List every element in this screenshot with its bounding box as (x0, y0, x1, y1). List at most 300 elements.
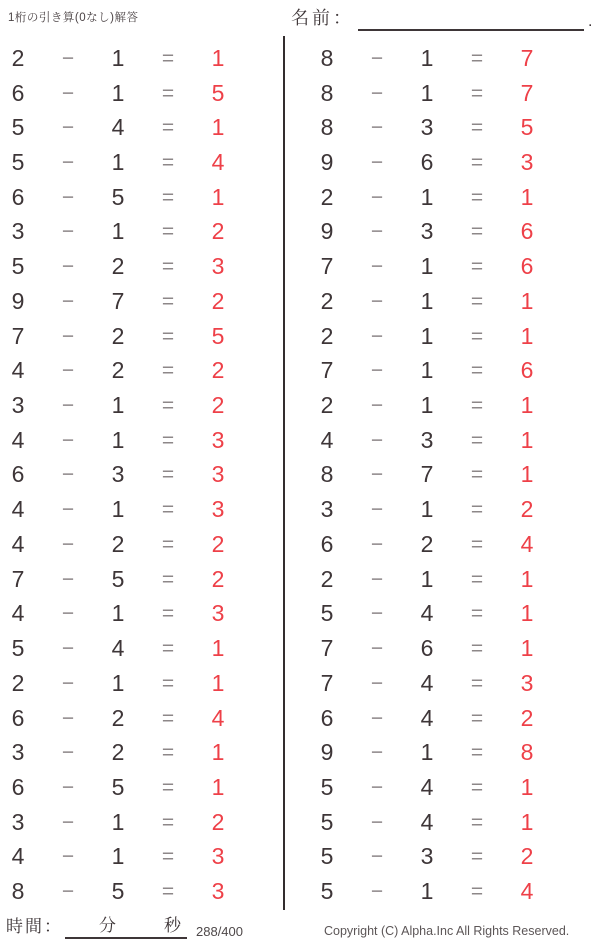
minuend: 8 (320, 79, 334, 106)
minus-icon: − (370, 359, 384, 383)
problem-row (0, 770, 243, 805)
subtrahend: 1 (420, 496, 434, 523)
minus-icon: − (370, 602, 384, 626)
minuend: 5 (11, 149, 25, 176)
minus-icon: − (370, 845, 384, 869)
answer: 1 (520, 392, 534, 419)
subtrahend: 1 (111, 600, 125, 627)
subtrahend: 1 (420, 392, 434, 419)
minuend: 8 (320, 44, 334, 71)
subtrahend: 1 (111, 808, 125, 835)
seconds-label: 秒 (164, 916, 181, 935)
equals-icon: = (161, 706, 175, 730)
subtrahend: 1 (420, 357, 434, 384)
equals-icon: = (161, 394, 175, 418)
minus-icon: − (61, 810, 75, 834)
answer: 1 (211, 114, 225, 141)
equals-icon: = (470, 671, 484, 695)
answer: 2 (211, 357, 225, 384)
problem-row (302, 249, 552, 284)
equals-icon: = (161, 671, 175, 695)
subtrahend: 4 (420, 808, 434, 835)
answer: 1 (211, 183, 225, 210)
subtrahend: 3 (420, 218, 434, 245)
minus-icon: − (370, 46, 384, 70)
problem-row (302, 840, 552, 875)
answer: 3 (211, 426, 225, 453)
minus-icon: − (370, 775, 384, 799)
answer: 1 (520, 322, 534, 349)
problem-row (0, 319, 243, 354)
minuend: 3 (11, 218, 25, 245)
minuend: 7 (320, 357, 334, 384)
answer: 2 (520, 704, 534, 731)
problem-row (302, 353, 552, 388)
page-title: 1桁の引き算(0なし)解答 (8, 12, 139, 24)
minuend: 2 (320, 287, 334, 314)
minus-icon: − (370, 637, 384, 661)
time-field (6, 911, 187, 939)
minus-icon: − (61, 845, 75, 869)
answer: 2 (211, 218, 225, 245)
minus-icon: − (370, 394, 384, 418)
equals-icon: = (161, 46, 175, 70)
answer: 1 (211, 44, 225, 71)
equals-icon: = (161, 498, 175, 522)
answer: 3 (211, 461, 225, 488)
equals-icon: = (470, 637, 484, 661)
equals-icon: = (161, 220, 175, 244)
subtrahend: 1 (420, 739, 434, 766)
minuend: 6 (320, 704, 334, 731)
equals-icon: = (470, 498, 484, 522)
answer: 3 (211, 878, 225, 905)
minuend: 9 (320, 218, 334, 245)
subtrahend: 4 (420, 600, 434, 627)
subtrahend: 1 (420, 565, 434, 592)
equals-icon: = (470, 46, 484, 70)
problem-row (0, 145, 243, 180)
equals-icon: = (161, 637, 175, 661)
answer: 4 (211, 149, 225, 176)
minus-icon: − (61, 428, 75, 452)
minutes-label: 分 (99, 916, 116, 935)
equals-icon: = (161, 359, 175, 383)
problem-row (302, 770, 552, 805)
problem-row (0, 666, 243, 701)
equals-icon: = (470, 289, 484, 313)
minuend: 6 (11, 773, 25, 800)
minus-icon: − (370, 289, 384, 313)
name-line-period: . (588, 13, 593, 30)
problem-row (302, 631, 552, 666)
equals-icon: = (470, 116, 484, 140)
minus-icon: − (370, 567, 384, 591)
minus-icon: − (370, 810, 384, 834)
equals-icon: = (161, 775, 175, 799)
minuend: 5 (320, 808, 334, 835)
subtrahend: 7 (111, 287, 125, 314)
answer: 7 (520, 79, 534, 106)
answer: 1 (520, 635, 534, 662)
minuend: 4 (11, 530, 25, 557)
minuend: 6 (11, 79, 25, 106)
subtrahend: 1 (111, 392, 125, 419)
subtrahend: 1 (420, 183, 434, 210)
answer: 2 (520, 496, 534, 523)
answer: 1 (520, 183, 534, 210)
equals-icon: = (161, 880, 175, 904)
answer: 2 (211, 530, 225, 557)
minuend: 6 (11, 183, 25, 210)
problem-row (302, 41, 552, 76)
minuend: 2 (320, 183, 334, 210)
minuend: 4 (11, 426, 25, 453)
answer: 1 (520, 287, 534, 314)
answer: 3 (520, 149, 534, 176)
answer: 3 (211, 253, 225, 280)
equals-icon: = (161, 116, 175, 140)
minuend: 5 (320, 878, 334, 905)
minuend: 5 (11, 253, 25, 280)
minuend: 3 (11, 392, 25, 419)
name-field (291, 4, 592, 31)
problem-row (302, 805, 552, 840)
equals-icon: = (470, 81, 484, 105)
problem-row (0, 180, 243, 215)
minuend: 7 (320, 635, 334, 662)
minuend: 9 (320, 149, 334, 176)
equals-icon: = (161, 428, 175, 452)
minus-icon: − (370, 706, 384, 730)
answer: 1 (520, 808, 534, 835)
minuend: 8 (11, 878, 25, 905)
minus-icon: − (61, 394, 75, 418)
problem-row (0, 805, 243, 840)
problem-row (0, 353, 243, 388)
answer: 4 (520, 878, 534, 905)
problem-row (0, 388, 243, 423)
problem-row (0, 284, 243, 319)
minuend: 7 (11, 565, 25, 592)
subtrahend: 5 (111, 183, 125, 210)
subtrahend: 1 (111, 149, 125, 176)
subtrahend: 1 (111, 496, 125, 523)
problem-row (0, 840, 243, 875)
problem-row (302, 701, 552, 736)
minuend: 7 (320, 669, 334, 696)
minus-icon: − (370, 81, 384, 105)
copyright-notice: Copyright (C) Alpha.Inc All Rights Reserved. (324, 924, 570, 938)
minus-icon: − (370, 255, 384, 279)
equals-icon: = (470, 567, 484, 591)
subtrahend: 1 (111, 669, 125, 696)
problem-row (0, 735, 243, 770)
problem-row (0, 215, 243, 250)
problem-row (302, 527, 552, 562)
subtrahend: 2 (111, 530, 125, 557)
equals-icon: = (470, 845, 484, 869)
minuend: 9 (320, 739, 334, 766)
answer: 6 (520, 357, 534, 384)
equals-icon: = (470, 185, 484, 209)
minuend: 4 (11, 357, 25, 384)
answer: 3 (520, 669, 534, 696)
minuend: 5 (320, 773, 334, 800)
problem-row (0, 423, 243, 458)
problem-row (0, 701, 243, 736)
minuend: 3 (11, 739, 25, 766)
problem-row (302, 110, 552, 145)
problem-row (0, 874, 243, 909)
equals-icon: = (470, 394, 484, 418)
answer: 1 (211, 773, 225, 800)
minuend: 5 (11, 114, 25, 141)
minus-icon: − (61, 289, 75, 313)
score-counter: 288/400 (196, 924, 243, 939)
minus-icon: − (370, 324, 384, 348)
equals-icon: = (161, 324, 175, 348)
equals-icon: = (161, 845, 175, 869)
subtrahend: 1 (420, 287, 434, 314)
minus-icon: − (61, 324, 75, 348)
equals-icon: = (470, 706, 484, 730)
subtrahend: 1 (420, 79, 434, 106)
equals-icon: = (470, 810, 484, 834)
subtrahend: 1 (420, 322, 434, 349)
minus-icon: − (370, 463, 384, 487)
subtrahend: 3 (420, 426, 434, 453)
minus-icon: − (61, 741, 75, 765)
minus-icon: − (370, 532, 384, 556)
subtrahend: 4 (420, 704, 434, 731)
problem-row (0, 458, 243, 493)
subtrahend: 5 (111, 565, 125, 592)
equals-icon: = (470, 602, 484, 626)
equals-icon: = (161, 741, 175, 765)
answer: 2 (211, 287, 225, 314)
problem-row (0, 76, 243, 111)
subtrahend: 5 (111, 773, 125, 800)
problem-row (0, 492, 243, 527)
minuend: 4 (11, 600, 25, 627)
minus-icon: − (61, 880, 75, 904)
problems-column-right (302, 41, 552, 909)
problem-row (302, 284, 552, 319)
subtrahend: 2 (420, 530, 434, 557)
minuend: 3 (11, 808, 25, 835)
answer: 6 (520, 253, 534, 280)
problem-row (0, 562, 243, 597)
answer: 3 (211, 600, 225, 627)
problem-row (302, 458, 552, 493)
minus-icon: − (370, 151, 384, 175)
minuend: 8 (320, 114, 334, 141)
equals-icon: = (470, 220, 484, 244)
equals-icon: = (161, 567, 175, 591)
equals-icon: = (470, 741, 484, 765)
problem-row (302, 735, 552, 770)
subtrahend: 2 (111, 253, 125, 280)
minuend: 2 (11, 44, 25, 71)
subtrahend: 6 (420, 635, 434, 662)
equals-icon: = (161, 289, 175, 313)
answer: 8 (520, 739, 534, 766)
answer: 2 (520, 843, 534, 870)
equals-icon: = (161, 255, 175, 279)
minus-icon: − (61, 567, 75, 591)
minus-icon: − (370, 671, 384, 695)
name-label: 名前： (291, 8, 354, 28)
minus-icon: − (61, 706, 75, 730)
minus-icon: − (61, 359, 75, 383)
minuend: 4 (320, 426, 334, 453)
subtrahend: 5 (111, 878, 125, 905)
minuend: 7 (11, 322, 25, 349)
answer: 5 (520, 114, 534, 141)
subtrahend: 1 (111, 426, 125, 453)
minus-icon: − (61, 46, 75, 70)
equals-icon: = (161, 151, 175, 175)
minuend: 5 (320, 843, 334, 870)
minuend: 2 (11, 669, 25, 696)
equals-icon: = (161, 532, 175, 556)
minuend: 4 (11, 496, 25, 523)
time-label: 時間： (6, 917, 63, 936)
answer: 5 (211, 79, 225, 106)
answer: 2 (211, 392, 225, 419)
minuend: 9 (11, 287, 25, 314)
answer: 7 (520, 44, 534, 71)
subtrahend: 6 (420, 149, 434, 176)
subtrahend: 1 (420, 878, 434, 905)
minus-icon: − (61, 637, 75, 661)
minuend: 6 (320, 530, 334, 557)
answer: 4 (520, 530, 534, 557)
answer: 1 (520, 565, 534, 592)
problem-row (302, 597, 552, 632)
subtrahend: 1 (111, 218, 125, 245)
problem-row (302, 180, 552, 215)
equals-icon: = (470, 880, 484, 904)
equals-icon: = (470, 255, 484, 279)
minuend: 4 (11, 843, 25, 870)
minus-icon: − (370, 220, 384, 244)
problem-row (0, 110, 243, 145)
minus-icon: − (370, 116, 384, 140)
minus-icon: − (370, 428, 384, 452)
subtrahend: 4 (111, 635, 125, 662)
equals-icon: = (470, 775, 484, 799)
equals-icon: = (470, 359, 484, 383)
problem-row (302, 666, 552, 701)
problem-row (0, 631, 243, 666)
answer: 2 (211, 565, 225, 592)
equals-icon: = (470, 324, 484, 348)
equals-icon: = (470, 463, 484, 487)
subtrahend: 2 (111, 357, 125, 384)
problem-row (0, 249, 243, 284)
minus-icon: − (61, 220, 75, 244)
problem-row (302, 145, 552, 180)
problem-row (0, 597, 243, 632)
minus-icon: − (61, 185, 75, 209)
minus-icon: − (370, 498, 384, 522)
minuend: 8 (320, 461, 334, 488)
minuend: 5 (11, 635, 25, 662)
subtrahend: 7 (420, 461, 434, 488)
subtrahend: 1 (111, 44, 125, 71)
problem-row (302, 492, 552, 527)
answer: 1 (211, 669, 225, 696)
subtrahend: 3 (420, 843, 434, 870)
problem-row (302, 874, 552, 909)
subtrahend: 3 (420, 114, 434, 141)
subtrahend: 4 (420, 773, 434, 800)
subtrahend: 4 (420, 669, 434, 696)
problem-row (0, 41, 243, 76)
minuend: 6 (11, 461, 25, 488)
time-blank-line (65, 911, 187, 939)
problem-row (302, 215, 552, 250)
minuend: 3 (320, 496, 334, 523)
problem-row (0, 527, 243, 562)
column-divider-line (283, 36, 285, 910)
subtrahend: 1 (420, 253, 434, 280)
minuend: 6 (11, 704, 25, 731)
equals-icon: = (161, 602, 175, 626)
equals-icon: = (470, 151, 484, 175)
answer: 5 (211, 322, 225, 349)
minus-icon: − (370, 185, 384, 209)
equals-icon: = (161, 810, 175, 834)
problem-row (302, 319, 552, 354)
problem-row (302, 76, 552, 111)
minuend: 2 (320, 392, 334, 419)
problem-row (302, 423, 552, 458)
answer: 1 (520, 461, 534, 488)
minuend: 2 (320, 565, 334, 592)
problem-row (302, 562, 552, 597)
minus-icon: − (61, 671, 75, 695)
minus-icon: − (61, 116, 75, 140)
answer: 1 (211, 739, 225, 766)
minus-icon: − (61, 255, 75, 279)
equals-icon: = (161, 463, 175, 487)
minuend: 7 (320, 253, 334, 280)
equals-icon: = (161, 185, 175, 209)
minuend: 5 (320, 600, 334, 627)
subtrahend: 1 (111, 843, 125, 870)
answer: 1 (520, 773, 534, 800)
minus-icon: − (61, 775, 75, 799)
name-blank-line (358, 7, 584, 31)
answer: 1 (520, 426, 534, 453)
subtrahend: 1 (111, 79, 125, 106)
minus-icon: − (61, 463, 75, 487)
answer: 1 (211, 635, 225, 662)
problems-column-left (0, 41, 243, 909)
answer: 3 (211, 843, 225, 870)
subtrahend: 1 (420, 44, 434, 71)
equals-icon: = (470, 428, 484, 452)
answer: 2 (211, 808, 225, 835)
minus-icon: − (61, 151, 75, 175)
equals-icon: = (470, 532, 484, 556)
answer: 6 (520, 218, 534, 245)
minus-icon: − (61, 602, 75, 626)
minus-icon: − (61, 532, 75, 556)
